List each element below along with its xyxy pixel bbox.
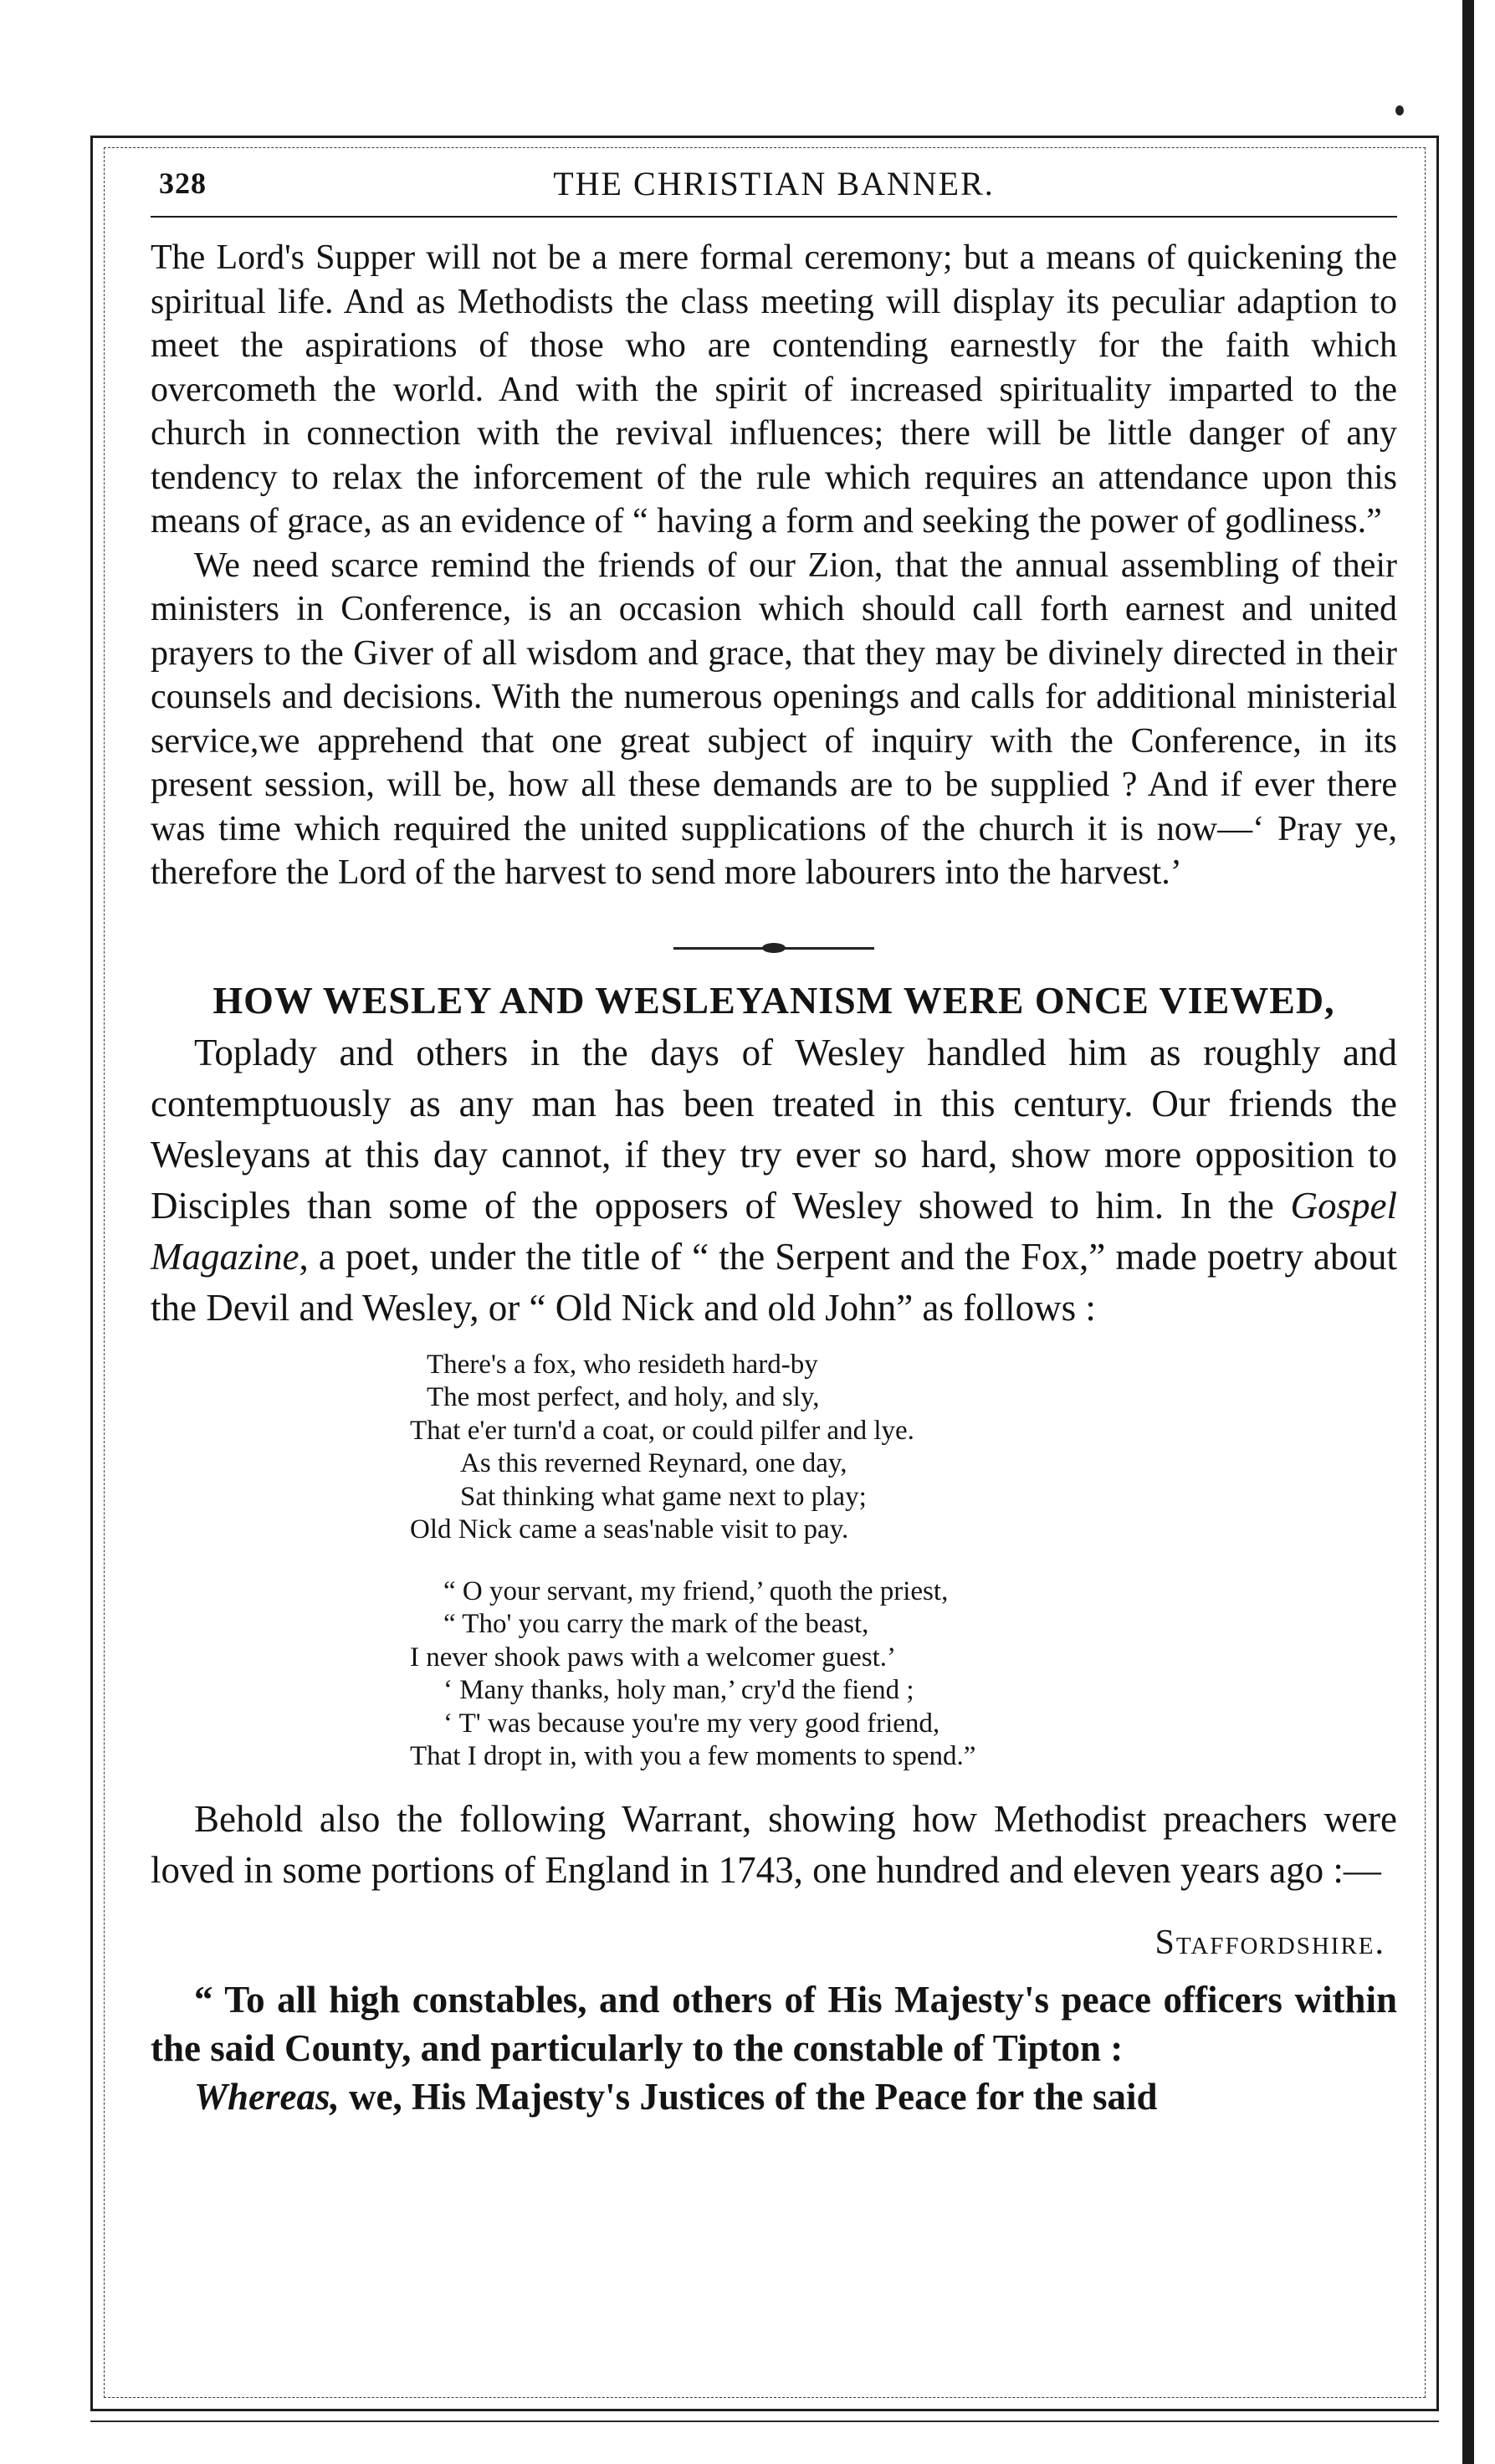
paragraph: Behold also the following Warrant, showing how Methodist preachers were loved in some portions of England in 1743, one hundred and eleven years ago :— [151,1797,1397,1891]
paragraph [151,1027,1397,1334]
page-header [151,156,1397,218]
poem-line: Sat thinking what game next to play; [460,1481,867,1512]
text-run: Toplady and others in the days of Wesley handled him as roughly and contemptuously as any man has been treated in this century. Our friends the Wesleyans at this day cannot, if they try ever so hard, show more opposition to Disciples than some of the opposers of Wesley showed to him. In the [151,1031,1397,1227]
poem-line: I never shook paws with a welcomer guest.’ [410,1642,896,1673]
scan-speck [1395,105,1404,115]
scan-binding-edge [1462,0,1474,2464]
poem-line: There's a fox, who resideth hard-by [427,1349,818,1380]
poem [410,1349,1397,1774]
publication-title: Gospel Magazine [151,1184,1397,1278]
warrant-opening [151,2072,1397,2121]
page-content [151,156,1397,2121]
stanza-gap [410,1547,1397,1575]
separator-ornament [762,943,786,953]
poem-line: As this reverned Reynard, one day, [460,1448,847,1478]
page-number: 328 [159,166,207,200]
warrant-address: “ To all high constables, and others of His Majesty's peace officers within the said County, and particularly to the constable of Tipton : [151,1978,1397,2069]
paragraph: The Lord's Supper will not be a mere formal ceremony; but a means of quickening the spiritual life. And as Methodists the class meeting will display its peculiar adaption to meet the aspirations of those who are contending earnestly for the faith which overcometh the world. And with the spirit of increased spirituality imparted to the church in connection with the revival influences; there will be little danger of any tendency to relax the inforcement of the rule which requires an attendance upon this means of grace, as an evidence of “ having a form and seeking the power of godliness.” [151,238,1397,540]
poem-line: That e'er turn'd a coat, or could pilfer and lye. [410,1415,914,1446]
poem-line: That I dropt in, with you a few moments to spend.” [410,1741,976,1771]
poem-line: Old Nick came a seas'nable visit to pay. [410,1514,849,1544]
text-run: Whereas, [194,2075,340,2118]
page-border-foot-rule [90,2420,1439,2422]
running-head: THE CHRISTIAN BANNER. [553,165,995,202]
poem-line: The most perfect, and holy, and sly, [427,1382,820,1412]
poem-line: ‘ T' was because you're my very good friend, [443,1708,940,1739]
poem-line: ‘ Many thanks, holy man,’ cry'd the fiend ; [443,1675,914,1705]
paragraph: We need scarce remind the friends of our Zion, that the annual assembling of their ministers in Conference, is an occasion which should call forth earnest and united prayers to the Giver of all wisdom and grace, that they may be divinely directed in their counsels and decisions. With the numerous openings and calls for additional ministerial service,we apprehend that one great subject of inquiry with the Conference, in its present session, will be, how all these demands are to be supplied ? And if ever there was time which required the united supplications of the church it is now—‘ Pray ye, therefore the Lord of the harvest to send more labourers into the harvest.’ [151,546,1397,892]
article-title: HOW WESLEY AND WESLEYANISM WERE ONCE VIEWED, [212,978,1335,1022]
warrant-section [151,1794,1397,2121]
place-heading: Staffordshire. [1155,1923,1385,1962]
article-body [151,1027,1397,1334]
section-separator [673,947,874,950]
text-run: , a poet, under the title of “ the Serpent and the Fox,” made poetry about the Devil and Wesley, or “ Old Nick and old John” as follows : [151,1235,1397,1329]
poem-line: “ Tho' you carry the mark of the beast, [443,1609,869,1639]
continued-article [151,236,1397,895]
text-run: we, His Majesty's Justices of the Peace for the said [339,2075,1158,2118]
poem-line: “ O your servant, my friend,’ quoth the priest, [443,1575,949,1606]
